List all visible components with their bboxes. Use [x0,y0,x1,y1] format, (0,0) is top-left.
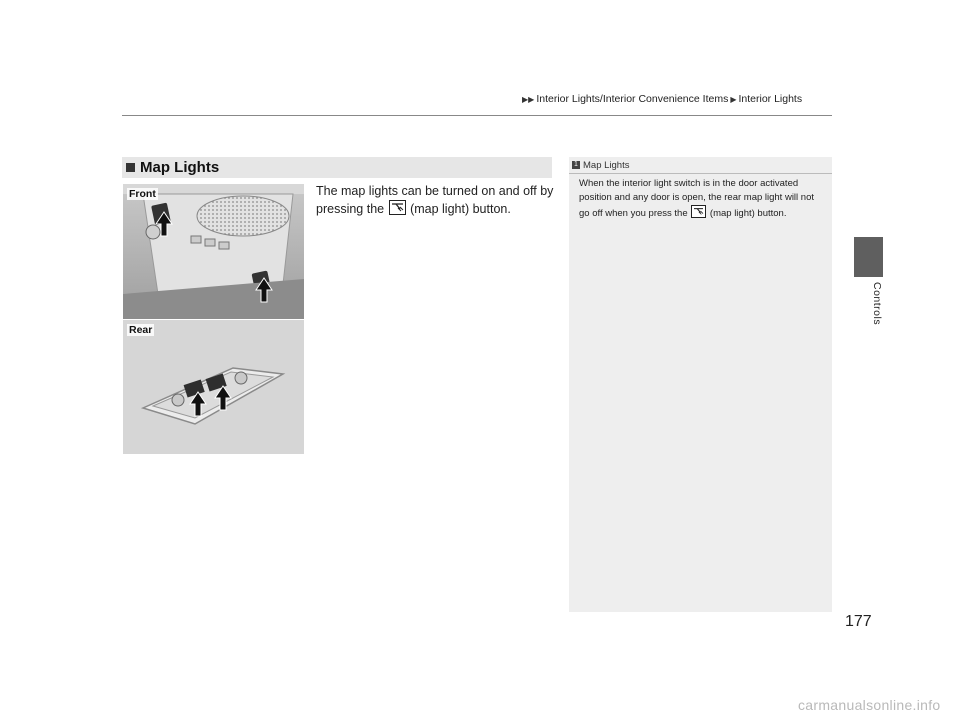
map-light-icon [389,200,406,215]
note-text-start: When the interior light switch is in the door activated position and any door is open, the rear map light will not go off when you press the [579,178,814,219]
section-marker-icon [126,163,135,172]
arrow-icon: ▶ [730,94,737,104]
section-header [122,157,552,178]
breadcrumb-item-page[interactable]: Interior Lights [738,93,803,105]
note-text-end: (map light) button. [709,208,787,219]
chapter-tab[interactable] [854,237,883,277]
note-header [569,157,832,173]
body-text-end: (map light) button. [410,202,511,216]
section-title: Map Lights [140,159,220,176]
breadcrumb [520,93,802,105]
note-title: Map Lights [583,159,630,171]
double-arrow-icon: ▶▶ [522,94,535,104]
chapter-tab-label: Controls [871,282,883,326]
body-text-start: The map lights can be turned on and off by pressing the [316,184,554,216]
rear-label: Rear [129,324,153,336]
header-rule [122,115,832,116]
front-map-light-photo [123,184,304,319]
note-text [579,177,827,221]
map-light-icon [691,205,706,218]
page-number: 177 [845,613,872,630]
note-panel [569,157,832,612]
note-rule [569,173,832,174]
breadcrumb-item-section[interactable]: Interior Lights/Interior Convenience Items [536,93,729,105]
body-text [316,182,556,218]
watermark: carmanualsonline.info [798,697,941,713]
front-label: Front [129,188,156,200]
note-marker-icon: 1 [572,161,580,169]
rear-map-light-photo [123,320,304,454]
